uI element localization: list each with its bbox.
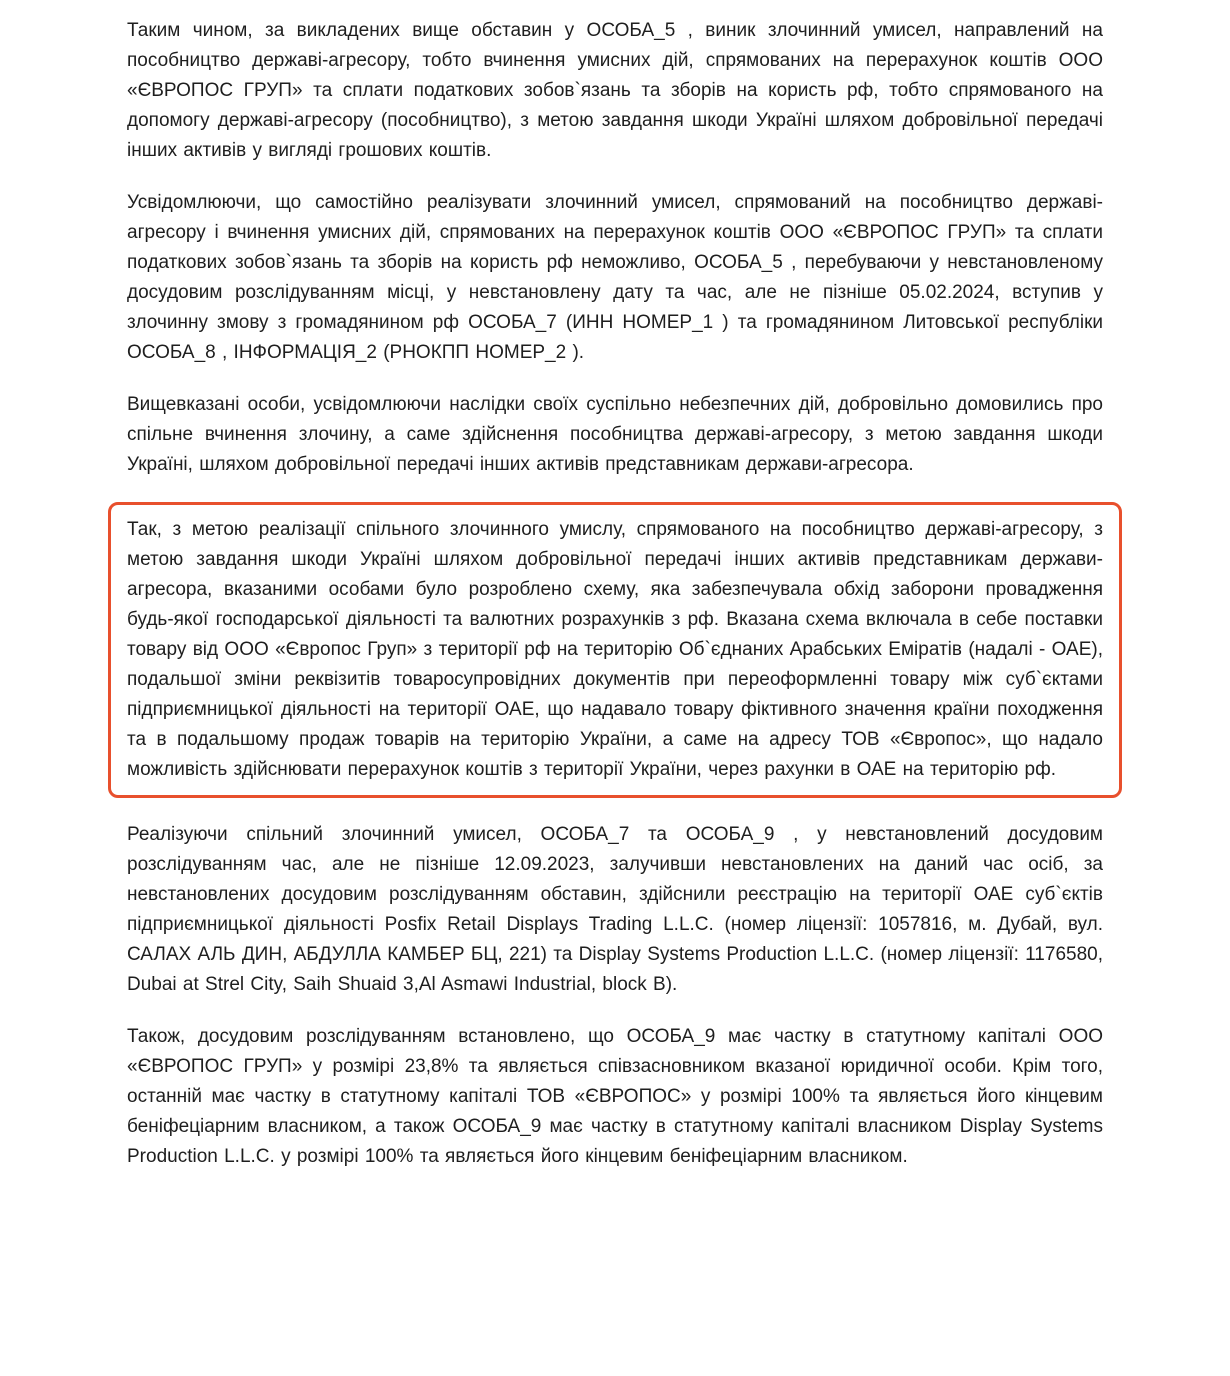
paragraph-conspiracy: Усвідомлюючи, що самостійно реалізувати злочинний умисел, спрямований на пособництво державі-агресору і вчинення умисних дій, спрямованих на перерахунок коштів ООО «ЄВРОПОС ГРУП» та сплати податкових зобов`язань та зборів на користь рф неможливо, ОСОБА_5 , перебуваючи у невстановленому досудовим розслідуванням місці, у невстановлену дату та час, але не пізніше 05.02.2024, вступив у злочинну змову з громадянином рф ОСОБА_7 (ИНН НОМЕР_1 ) та громадянином Литовської республіки ОСОБА_8 , ІНФОРМАЦІЯ_2 (РНОКПП НОМЕР_2 ). (127, 192, 1103, 363)
paragraph-scheme-highlighted: Так, з метою реалізації спільного злочинного умислу, спрямованого на пособництво державі-агресору, з метою завдання шкоди Україні шляхом добровільної передачі інших активів представникам держави-агресора, вказаними особами було розроблено схему, яка забезпечувала обхід заборони провадження будь-якої господарської діяльності та валютних розрахунків з рф. Вказана схема включала в себе поставки товару від ООО «Європос Груп» з території рф на територію Об`єднаних Арабських Еміратів (надалі - ОАЕ), подальшої зміни реквізитів товаросупровідних документів при переоформленні товару між суб`єктами підприємницької діяльності на території ОАЕ, що надавало товару фіктивного значення країни походження та в подальшому продаж товарів на територію України, а саме на адресу ТОВ «Європос», що надало можливість здійснювати перерахунок коштів з території України, через рахунки в ОАЕ на територію рф. (127, 519, 1103, 780)
paragraph-intent: Таким чином, за викладених вище обставин у ОСОБА_5 , виник злочинний умисел, направлений на пособництво державі-агресору, тобто вчинення умисних дій, спрямованих на перерахунок коштів ООО «ЄВРОПОС ГРУП» та сплати податкових зобов`язань та зборів на користь рф, тобто спрямованого на допомогу державі-агресору (пособництво), з метою завдання шкоди Україні шляхом добровільної передачі інших активів у вигляді грошових коштів. (127, 20, 1103, 161)
paragraph-registration: Реалізуючи спільний злочинний умисел, ОСОБА_7 та ОСОБА_9 , у невстановлений досудовим розслідуванням час, але не пізніше 12.09.2023, залучивши невстановлених на даний час осіб, за невстановлених досудовим розслідуванням обставин, здійснили реєстрацію на території ОАЕ суб`єктів підприємницької діяльності Posfix Retail Displays Trading L.L.C. (номер ліцензії: 1057816, м. Дубай, вул. САЛАХ АЛЬ ДИН, АБДУЛЛА КАМБЕР БЦ, 221) та Display Systems Production L.L.C. (номер ліцензії: 1176580, Dubai at Strel City, Saih Shuaid 3,Al Asmawi Industrial, block B). (127, 824, 1103, 995)
highlighted-paragraph-box (108, 502, 1122, 798)
paragraph-agreement: Вищевказані особи, усвідомлюючи наслідки своїх суспільно небезпечних дій, добровільно домовились про спільне вчинення злочину, а саме здійснення пособництва державі-агресору, з метою завдання шкоди Україні, шляхом добровільної передачі інших активів представникам держави-агресора. (127, 394, 1103, 475)
paragraph-ownership: Також, досудовим розслідуванням встановлено, що ОСОБА_9 має частку в статутному капіталі ООО «ЄВРОПОС ГРУП» у розмірі 23,8% та являється співзасновником вказаної юридичної особи. Крім того, останній має частку в статутному капіталі ТОВ «ЄВРОПОС» у розмірі 100% та являється його кінцевим беніфеціарним власником, а також ОСОБА_9 має частку в статутному капіталі власником Display Systems Production L.L.C. у розмірі 100% та являється його кінцевим беніфеціарним власником. (127, 1026, 1103, 1167)
